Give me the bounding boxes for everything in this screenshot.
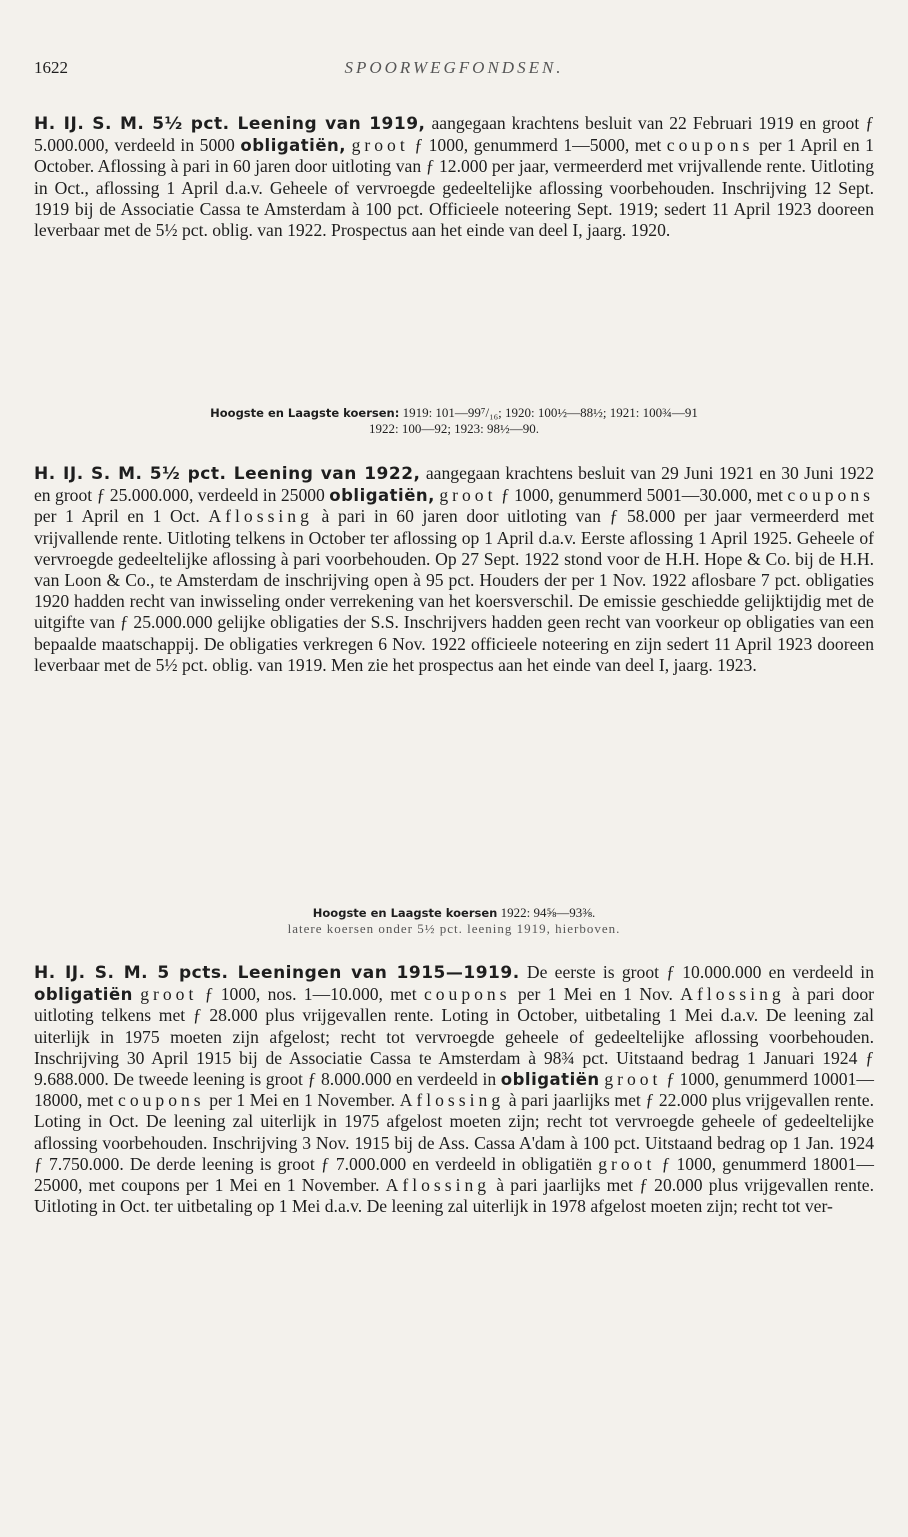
bold-term: obligatiën, [240,136,347,156]
body-text: De eerste is groot ƒ 10.000.000 en verdeeld in [519,962,874,982]
quotes-line: 1922: 100—92; 1923: 98½—90. [368,421,540,436]
quotes-label: Hoogste en Laagste koersen: [210,406,400,420]
spaced-term: groot [598,1153,656,1174]
bold-term: obligatiën, [329,486,435,506]
quotes-line: latere koersen onder 5½ pct. leening 1919, hierboven. [287,921,621,936]
quotes-line [34,905,874,921]
body-text: à pari jaarlijks met ƒ 22.000 plus vrijgevallen rente. Loting in Oct. De leening zal uiterlijk in 1975 afgelost moeten zijn; recht tot vervroegde geheele of gedeeltelijke aflossing voorbehouden. Inschrijving 3 Nov. 1915 bij de Ass. Cassa A'dam à 100 pct. Uitstaand bedrag op 1 Jan. 1924 ƒ 7.750.000. De derde leening is groot ƒ 7.000.000 en verdeeld in obligatiën [34,1090,875,1174]
section-leening-1919 [34,113,874,241]
running-title: SPOORWEGFONDSEN. [344,58,564,77]
section-heading: H. IJ. S. M. 5½ pct. Leening van 1922, [34,464,421,484]
body-text: ƒ 1000, genummerd 18001—25000, met coupons per 1 Mei en 1 November. [34,1153,874,1196]
body-text: per 1 April en 1 Oct. [34,506,209,527]
section-heading: H. IJ. S. M. 5½ pct. Leening van 1919, [34,114,426,134]
bold-term: obligatiën [34,985,133,1005]
spaced-term: Aflossing [680,984,785,1005]
quotes-line [34,405,874,421]
spaced-term: groot [140,984,198,1005]
price-quotes-1922 [34,905,874,937]
spaced-term: coupons [118,1090,205,1111]
body-text: per 1 April en 1 October. Aflossing à pari in 60 jaren door uitloting van ƒ 12.000 per jaar, vermeerderd met vrijvallende rente. Uitloting in Oct., aflossing 1 April d.a.v. Geheele of vervroegde gedeeltelijke aflossing voorbehouden. Inschrijving 12 Sept. 1919 bij de Associatie Cassa te Amsterdam à 100 pct. Officieele noteering Sept. 1919; sedert 11 April 1923 dooreen leverbaar met de 5½ pct. oblig. van 1922. Prospectus aan het einde van deel I, jaarg. 1920. [34,135,874,241]
spaced-term: groot [439,485,497,506]
section-heading: H. IJ. S. M. 5 pcts. Leeningen van 1915—1919. [34,963,520,983]
body-text: ƒ 1000, genummerd 1—5000, met [408,135,667,156]
spaced-term: coupons [787,485,874,506]
spaced-term: coupons [423,984,511,1005]
spaced-term: Aflossing [399,1090,505,1111]
body-text: aangegaan krachtens besluit van 29 Juni 1921 en 30 Juni 1922 en groot ƒ 25.000.000, verdeeld in 25000 [34,463,875,506]
paragraph-leening-1919 [34,113,874,241]
spaced-term: Aflossing [385,1175,491,1196]
paragraph-leening-1922 [34,463,874,676]
body-text: à pari in 60 jaren door uitloting van ƒ 58.000 per jaar vermeerderd met vrijvallende rente. Uitloting telkens in October ter aflossing op 1 April d.a.v. Eerste aflossing 1 April 1925. Geheele of vervroegde gedeeltelijke aflossing à pari voorbehouden. Op 27 Sept. 1922 stond voor de H.H. Hope & Co. bij de H.H. van Loon & Co., te Amsterdam de inschrijving open à 95 pct. Houders der per 1 Nov. 1922 aflosbare 7 pct. obligaties 1920 hadden recht van inwisseling onder verrekening van het koersverschil. De emissie geschiedde gelijktijdig met de uitgifte van ƒ 25.000.000 gelijke obligaties der S.S. Inschrijvers hadden geen recht van voorkeur op obligaties van een bepaalde maatschappij. De obligaties verkregen 6 Nov. 1922 officieele noteering en zijn sedert 11 April 1923 dooreen leverbaar met de 5½ pct. oblig. van 1919. Men zie het prospectus aan het einde van deel I, jaarg. 1923. [34,506,874,675]
body-text: per 1 Mei en 1 Nov. [510,984,681,1005]
body-text: à pari jaarlijks met ƒ 20.000 plus vrijgevallen rente. Uitloting in Oct. ter uitbetaling op 1 Mei d.a.v. De leening zal uiterlijk in 1978 afgelost moeten zijn; recht tot ver- [34,1175,874,1217]
spaced-term: groot [351,135,409,156]
spaced-term: groot [604,1069,662,1090]
body-text: ƒ 1000, genummerd 5001—30.000, met [496,485,788,506]
body-text: aangegaan krachtens besluit van 22 Februari 1919 en groot ƒ 5.000.000, verdeeld in 5000 [34,113,874,156]
quotes-values: 1922: 94⅝—93⅜. [497,905,596,920]
page-number: 1622 [34,58,68,77]
paragraph-leeningen-1915-1919 [34,962,874,1217]
section-leening-1922 [34,463,874,676]
page-header [34,58,874,82]
bold-term: obligatiën [500,1070,600,1090]
price-quotes-1919 [34,405,874,437]
section-leeningen-1915-1919 [34,962,874,1217]
quotes-values: 1919: 101—99⁷/₁₆; 1920: 100½—88½; 1921: 100¾—91 [399,405,698,420]
body-text: ƒ 1000, nos. 1—10.000, met [197,984,424,1005]
body-text: ƒ 1000, genummerd 10001—18000, met [34,1069,874,1111]
spaced-term: coupons [666,135,754,156]
quotes-label: Hoogste en Laagste koersen [312,906,498,920]
body-text: à pari door uitloting telkens met ƒ 28.000 plus vrijgevallen rente. Loting in October, uitbetaling 1 Mei d.a.v. De leening zal uiterlijk in 1975 moeten zijn afgelost; recht tot vervroegde geheele of gedeeltelijke aflossing voorbehouden. Inschrijving 30 April 1915 bij de Associatie Cassa te Amsterdam à 98¾ pct. Uitstaand bedrag 1 Januari 1924 ƒ 9.688.000. De tweede leening is groot ƒ 8.000.000 en verdeeld in [34,984,875,1090]
body-text: per 1 Mei en 1 November. [204,1090,400,1111]
spaced-term: Aflossing [208,506,313,527]
